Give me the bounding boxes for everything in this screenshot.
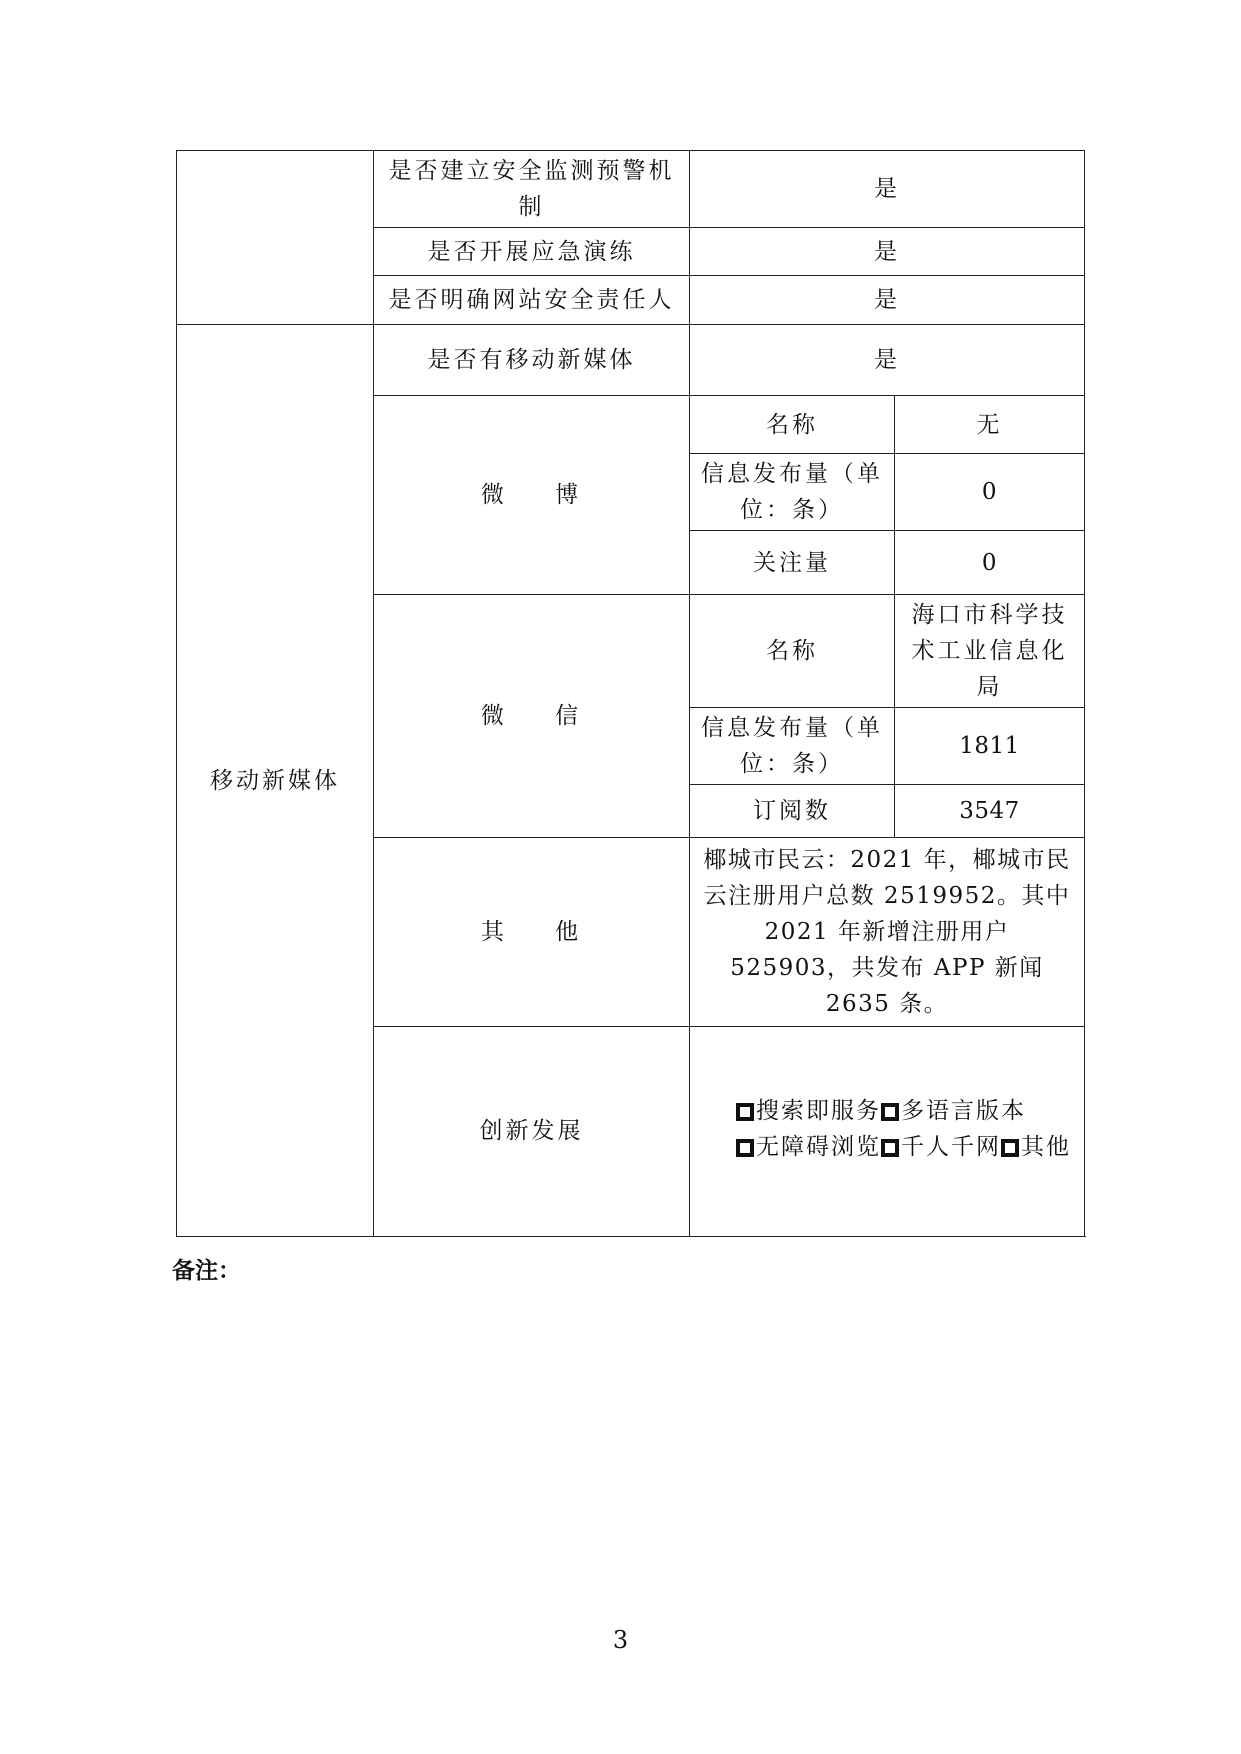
wechat-label: 微 信 xyxy=(374,595,690,838)
innovation-label: 创新发展 xyxy=(374,1027,690,1237)
weibo-follow-label: 关注量 xyxy=(690,531,895,595)
wechat-subs-label: 订阅数 xyxy=(690,785,895,838)
checkbox-icon[interactable] xyxy=(1001,1139,1019,1157)
weibo-posts-value: 0 xyxy=(895,454,1085,531)
innovation-options xyxy=(690,1027,1085,1237)
other-label: 其 他 xyxy=(374,838,690,1027)
option-accessibility[interactable]: 无障碍浏览 xyxy=(736,1134,881,1160)
option-personalized[interactable]: 千人千网 xyxy=(881,1134,1001,1160)
option-multilanguage[interactable]: 多语言版本 xyxy=(881,1098,1026,1124)
wechat-name-value: 海口市科学技术工业信息化局 xyxy=(895,595,1085,708)
page-number: 3 xyxy=(612,1626,629,1654)
monitoring-label: 是否建立安全监测预警机制 xyxy=(374,151,690,228)
responsible-label: 是否明确网站安全责任人 xyxy=(374,276,690,325)
wechat-posts-value: 1811 xyxy=(895,708,1085,785)
responsible-value: 是 xyxy=(690,276,1085,325)
wechat-posts-label: 信息发布量（单位：条） xyxy=(690,708,895,785)
remark-label: 备注： xyxy=(172,1258,241,1284)
checkbox-icon[interactable] xyxy=(736,1139,754,1157)
option-other[interactable]: 其他 xyxy=(1001,1134,1071,1160)
wechat-subs-value: 3547 xyxy=(895,785,1085,838)
monitoring-value: 是 xyxy=(690,151,1085,228)
report-table xyxy=(176,150,1085,1237)
drill-label: 是否开展应急演练 xyxy=(374,228,690,276)
weibo-follow-value: 0 xyxy=(895,531,1085,595)
checkbox-icon[interactable] xyxy=(881,1103,899,1121)
has-mobile-value: 是 xyxy=(690,325,1085,396)
security-section-cell xyxy=(177,151,374,325)
weibo-label: 微 博 xyxy=(374,396,690,595)
weibo-name-value: 无 xyxy=(895,396,1085,454)
wechat-name-label: 名称 xyxy=(690,595,895,708)
drill-value: 是 xyxy=(690,228,1085,276)
checkbox-icon[interactable] xyxy=(736,1103,754,1121)
checkbox-icon[interactable] xyxy=(881,1139,899,1157)
weibo-name-label: 名称 xyxy=(690,396,895,454)
has-mobile-label: 是否有移动新媒体 xyxy=(374,325,690,396)
other-description: 椰城市民云：2021 年，椰城市民云注册用户总数 2519952。其中 2021 年新增注册用户 525903，共发布 APP 新闻 2635 条。 xyxy=(690,838,1085,1027)
option-search-service[interactable]: 搜索即服务 xyxy=(736,1098,881,1124)
weibo-posts-label: 信息发布量（单位：条） xyxy=(690,454,895,531)
mobile-section-label: 移动新媒体 xyxy=(177,325,374,1237)
